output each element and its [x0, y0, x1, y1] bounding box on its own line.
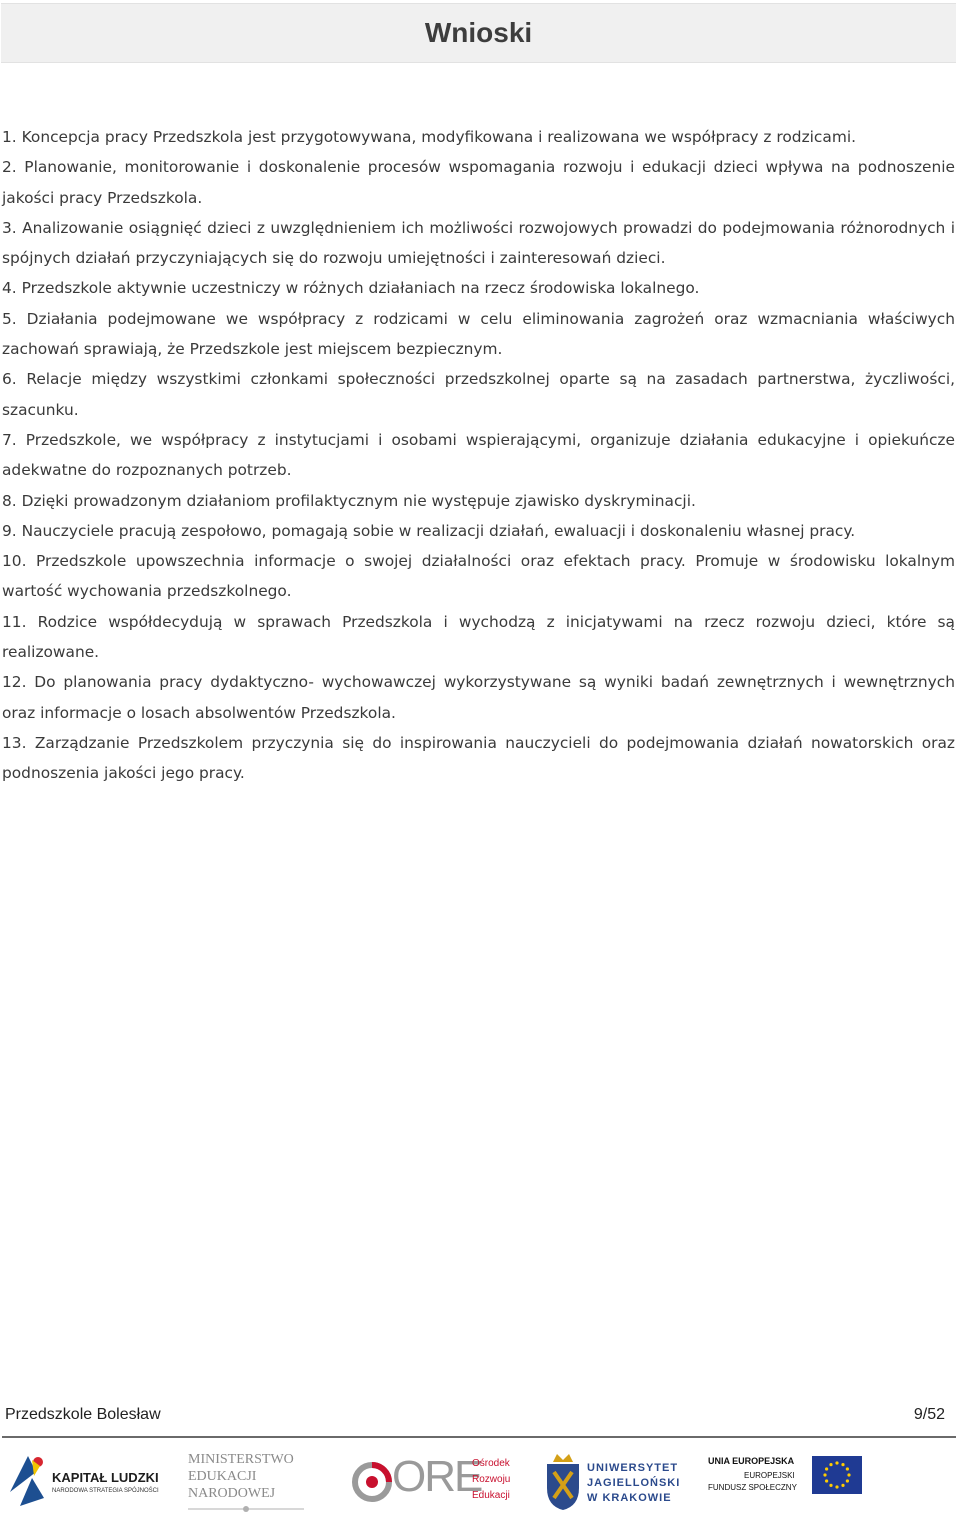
conclusion-item	[2, 122, 955, 152]
conclusion-text: Rodzice współdecydują w sprawach Przedszkola i wychodzą z inicjatywami na rzecz rozwoju dzieci, które są realizowane.	[2, 612, 955, 662]
kapital-ludzki-emblem-icon	[8, 1452, 48, 1508]
eu-star-icon	[825, 1467, 828, 1470]
title-bar	[1, 3, 956, 63]
conclusion-item	[2, 546, 955, 607]
men-ornament-icon	[188, 1504, 304, 1514]
ore-mark: ORE	[392, 1452, 482, 1501]
conclusion-text: Do planowania pracy dydaktyczno- wychowawczej wykorzystywane są wyniki badań zewnętrznych i wewnętrznych oraz informacje o losach absolwentów Przedszkola.	[2, 673, 955, 722]
eu-star-icon	[829, 1484, 832, 1487]
conclusion-number: 11.	[2, 612, 27, 631]
uj-crest-icon	[545, 1452, 581, 1512]
men-logo	[188, 1452, 318, 1516]
eu-line3: FUNDUSZ SPOŁECZNY	[708, 1483, 797, 1492]
conclusion-text: Relacje między wszystkimi członkami społeczności przedszkolnej oparte są na zasadach partnerstwa, życzliwości, szacunku.	[2, 370, 955, 419]
ore-line3: Edukacji	[472, 1490, 510, 1501]
men-line3: NARODOWEJ	[188, 1486, 276, 1501]
conclusion-text: Dzięki prowadzonym działaniom profilaktycznym nie występuje zjawisko dyskryminacji.	[21, 491, 696, 510]
conclusion-item	[2, 304, 955, 365]
conclusion-text: Nauczyciele pracują zespołowo, pomagają sobie w realizacji działań, ewaluacji i doskonaleniu własnej pracy.	[21, 521, 856, 540]
conclusion-number: 7.	[2, 430, 17, 449]
footer-divider	[2, 1436, 956, 1438]
conclusion-text: Działania podejmowane we współpracy z rodzicami w celu eliminowania zagrożeń oraz wzmacniania właściwych zachowań sprawiają, że Przedszkole jest miejscem bezpiecznym.	[2, 309, 955, 359]
conclusion-text: Przedszkole upowszechnia informacje o swojej działalności oraz efektach pracy. Promuje w środowisku lokalnym wartość wychowania przedszkolnego.	[2, 552, 955, 601]
uj-line1: UNIWERSYTET	[587, 1462, 679, 1474]
conclusion-text: Zarządzanie Przedszkolem przyczynia się do inspirowania nauczycieli do podejmowania działań nowatorskich oraz podnoszenia jakości jego pracy.	[2, 733, 955, 783]
eu-line1: UNIA EUROPEJSKA	[708, 1456, 795, 1466]
conclusion-number: 10.	[2, 552, 27, 571]
conclusion-text: Planowanie, monitorowanie i doskonalenie procesów wspomagania rozwoju i edukacji dzieci wpływa na podnoszenie jakości pracy Przedszkola.	[2, 158, 955, 207]
conclusion-item	[2, 486, 955, 516]
conclusion-item	[2, 152, 955, 213]
conclusion-text: Przedszkole, we współpracy z instytucjami i osobami wspierającymi, organizuje działania edukacyjne i opiekuńcze adekwatne do rozpoznanych potrzeb.	[2, 430, 955, 480]
kapital-ludzki-subtitle: NARODOWA STRATEGIA SPÓJNOŚCI	[52, 1488, 159, 1494]
men-line1: MINISTERSTWO	[188, 1452, 294, 1467]
eu-flag-icon	[812, 1456, 862, 1494]
conclusion-number: 6.	[2, 370, 17, 389]
conclusion-number: 8.	[2, 491, 17, 510]
men-line2: EDUKACJI	[188, 1469, 257, 1484]
eu-star-icon	[841, 1484, 844, 1487]
kapital-ludzki-title: KAPITAŁ LUDZKI	[52, 1470, 159, 1485]
ore-logo	[350, 1450, 520, 1516]
conclusion-item	[2, 607, 955, 668]
eu-star-icon	[825, 1479, 828, 1482]
footer-page-number: 9/52	[913, 1406, 945, 1423]
ore-ring-icon	[350, 1460, 394, 1504]
page-title: Wnioski	[424, 17, 533, 48]
conclusion-text: Przedszkole aktywnie uczestniczy w różnych działaniach na rzecz środowiska lokalnego.	[21, 279, 700, 298]
conclusion-number: 12.	[2, 673, 27, 692]
eu-star-icon	[835, 1461, 838, 1464]
conclusion-number: 2.	[2, 158, 17, 177]
conclusion-item	[2, 516, 955, 546]
conclusion-item	[2, 425, 955, 486]
eu-star-icon	[829, 1463, 832, 1466]
conclusions-list	[2, 122, 955, 789]
footer-school-name: Przedszkole Bolesław	[5, 1406, 161, 1423]
eu-line2: EUROPEJSKI	[744, 1471, 795, 1480]
eu-star-icon	[846, 1479, 849, 1482]
eu-star-icon	[841, 1463, 844, 1466]
conclusion-item	[2, 667, 955, 728]
conclusion-item	[2, 213, 955, 274]
conclusion-text: Koncepcja pracy Przedszkola jest przygotowywana, modyfikowana i realizowana we współpracy z rodzicami.	[21, 128, 856, 146]
sponsor-logos	[0, 1444, 960, 1522]
eu-star-icon	[835, 1485, 838, 1488]
conclusion-number: 9.	[2, 521, 17, 540]
ore-line1: Ośrodek	[472, 1458, 510, 1469]
conclusion-number: 13.	[2, 733, 27, 752]
eu-star-icon	[847, 1473, 850, 1476]
uj-line2: JAGIELLOŃSKI	[587, 1477, 681, 1489]
conclusion-number: 3.	[2, 218, 17, 237]
kapital-ludzki-logo	[8, 1450, 168, 1510]
page-footer	[5, 1402, 955, 1430]
conclusion-number: 4.	[2, 279, 17, 298]
eu-star-icon	[846, 1467, 849, 1470]
uj-line3: W KRAKOWIE	[587, 1492, 672, 1504]
conclusion-number: 5.	[2, 309, 17, 328]
conclusion-item	[2, 364, 955, 425]
conclusion-text: Analizowanie osiągnięć dzieci z uwzględnieniem ich możliwości rozwojowych prowadzi do podejmowania różnorodnych i spójnych działań przyczyniających się do rozwoju umiejętności i zainteresowań dzieci.	[2, 218, 955, 268]
eu-star-icon	[823, 1473, 826, 1476]
conclusion-item	[2, 273, 955, 303]
conclusion-item	[2, 728, 955, 789]
conclusion-number: 1.	[2, 128, 17, 146]
uj-logo	[545, 1448, 685, 1518]
ore-line2: Rozwoju	[472, 1474, 511, 1485]
